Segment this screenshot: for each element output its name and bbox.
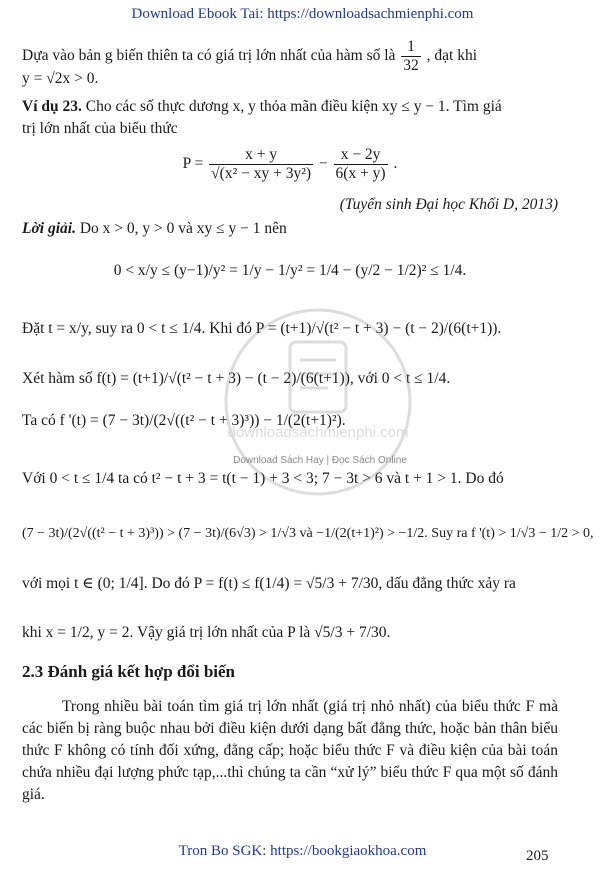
inequality-chain: 0 < x/y ≤ (y−1)/y² = 1/y − 1/y² = 1/4 − (y/2 − 1/2)² ≤ 1/4. (113, 262, 467, 279)
footer-url[interactable]: Tron Bo SGK: https://bookgiaokhoa.com (178, 843, 427, 859)
page-number: 205 (526, 848, 549, 864)
example-text-2: trị lớn nhất của biểu thức (22, 120, 178, 137)
fraction-one-32: $\frac{1}{32}$ (403, 38, 419, 74)
conclusion-text: Dựa vào bản g biến thiên ta có giá trị lớn nhất của hàm số là (22, 46, 396, 64)
P-fraction-2: $\frac{x - 2y}{6(x + y)}$ (335, 146, 386, 182)
derivative-line: Ta có f '(t) = (7 − 3t)/(2√((t² − t + 3)³)) − 1/(2(t+1)²). (22, 412, 346, 429)
watermark-logo-icon (218, 302, 418, 502)
solution-text: Do x > 0, y > 0 và xy ≤ y − 1 nên (75, 220, 287, 237)
for-all-line: với mọi t ∈ (0; 1/4]. Do đó P = f(t) ≤ f(1/4) = √5/3 + 7/30, dấu đẳng thức xảy ra (22, 575, 516, 592)
conclusion-tail: , đạt khi (426, 46, 478, 64)
bound-line: (7 − 3t)/(2√((t² − t + 3)³)) > (7 − 3t)/(6√3) > 1/√3 và −1/(2(t+1)²) > −1/2. Suy ra f '(t) > 1/√3 − 1/2 > 0, (22, 526, 594, 541)
watermark-site: downloadsachmienphi.com (227, 424, 409, 441)
source-citation: (Tuyển sinh Đại học Khối D, 2013) (339, 196, 558, 213)
header-url[interactable]: Download Ebook Tai: https://downloadsachmienphi.com (131, 6, 474, 22)
estimate-line: Với 0 < t ≤ 1/4 ta có t² − t + 3 = t(t − 1) + 3 < 3; 7 − 3t > 6 và t + 1 > 1. Do đó (22, 470, 504, 487)
section-paragraph: Trong nhiều bài toán tìm giá trị lớn nhất (giá trị nhỏ nhất) của biểu thức F mà các biến bị ràng buộc nhau bởi điều kiện dưới dạng bất đẳng thức, hoặc bản thân biểu thức F không có tính đối xứng, đẳng cấp; hoặc biểu thức F và điều kiện của bài toán chứa nhiều đại lượng phức tạp,...thì chúng ta cần “xử lý” biểu thức F qua một số đánh giá. (22, 698, 558, 803)
example-heading (22, 98, 502, 116)
formula-P: P = $\frac{x + y}{\text{√(x² − xy + 3y²)}}$ − $\frac{x - 2y}{6(x + y)}$ . (182, 146, 398, 182)
solution-heading (22, 220, 287, 238)
function-definition: Xét hàm số f(t) = (t+1)/√(t² − t + 3) − (t − 2)/(6(t+1)), với 0 < t ≤ 1/4. (22, 370, 451, 387)
watermark-tagline: Download Sách Hay | Đọc Sách Online (233, 455, 407, 466)
solution-label: Lời giải. (22, 220, 76, 237)
section-title: 2.3 Đánh giá kết hợp đổi biến (22, 662, 235, 681)
P-fraction-1: $\frac{x + y}{\text{√(x² − xy + 3y²)}}$ (211, 146, 312, 182)
substitution-line: Đặt t = x/y, suy ra 0 < t ≤ 1/4. Khi đó P = (t+1)/√(t² − t + 3) − (t − 2)/(6(t+1)). (22, 320, 502, 337)
conclusion-line: khi x = 1/2, y = 2. Vậy giá trị lớn nhất của P là √5/3 + 7/30. (22, 624, 391, 641)
example-text: Cho các số thực dương x, y thỏa mãn điều kiện xy ≤ y − 1. Tìm giá (81, 98, 502, 115)
example-label: Ví dụ 23. (22, 98, 82, 115)
line-condition: y = √2x > 0. (22, 70, 99, 87)
